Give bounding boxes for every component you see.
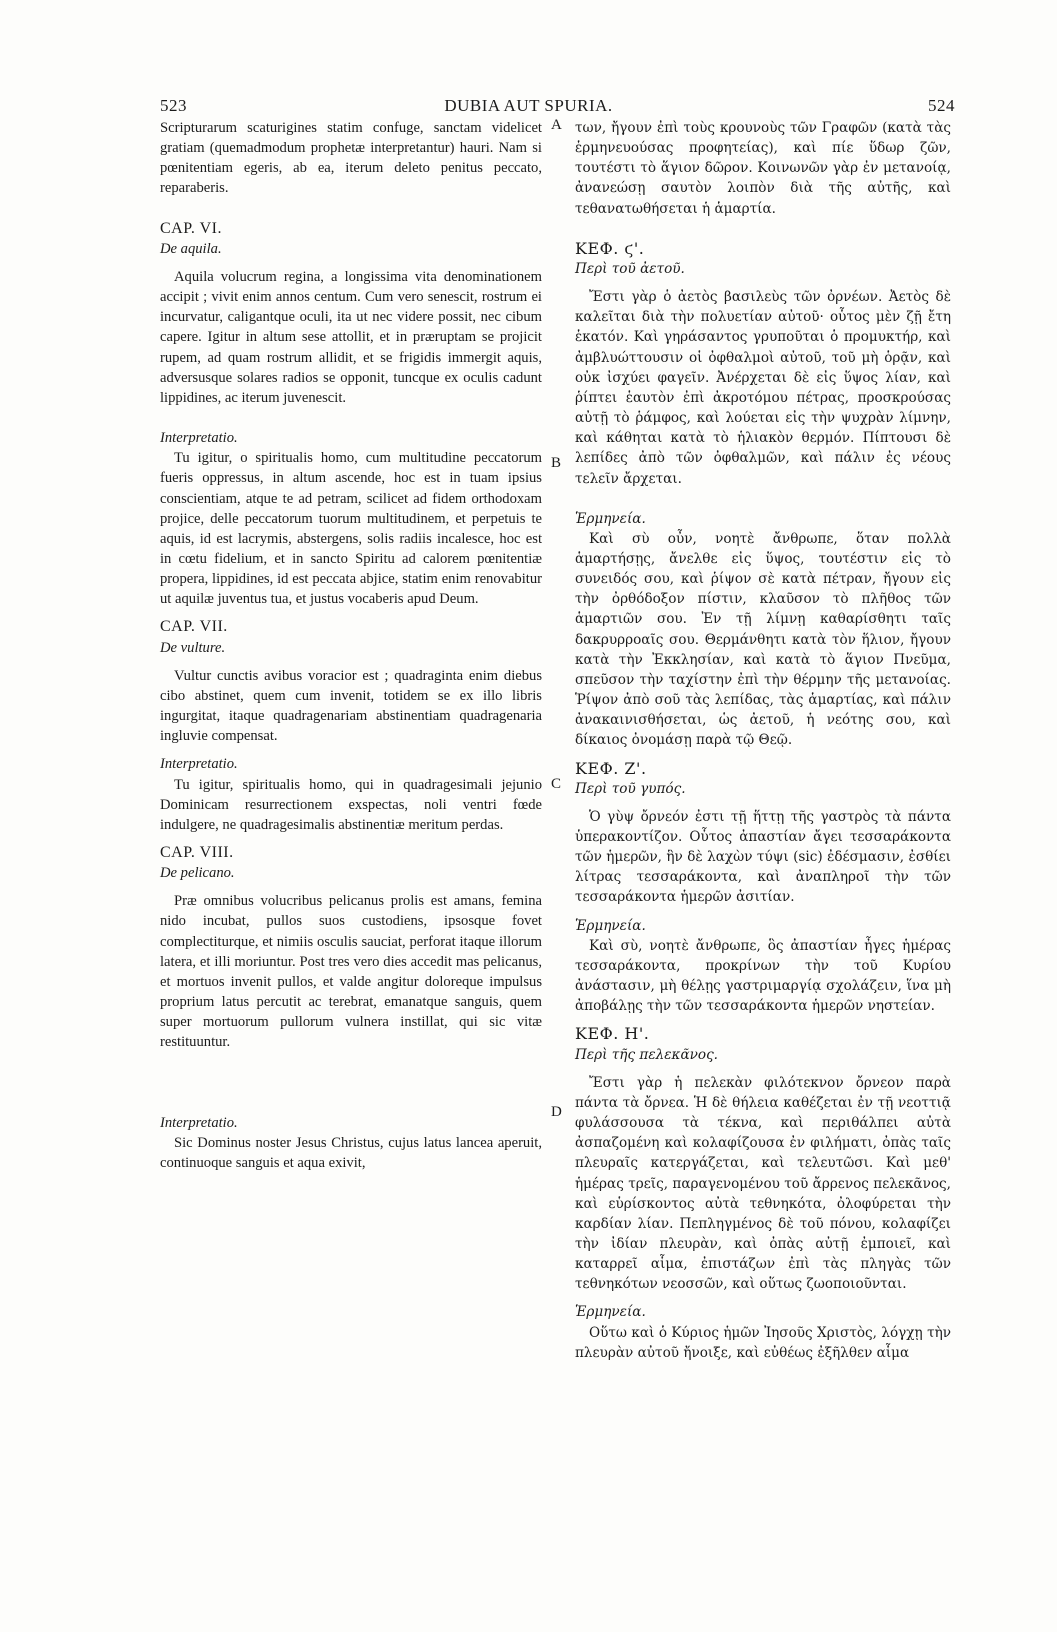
- greek-cap8-interp-title: Ἑρμηνεία.: [575, 1304, 646, 1321]
- greek-cap7-interp-title: Ἑρμηνεία.: [575, 917, 646, 934]
- latin-cap8-interp-title: Interpretatio.: [160, 1114, 238, 1131]
- latin-cap7-title: CAP. VII.: [160, 618, 228, 636]
- greek-column: [575, 118, 951, 1363]
- greek-cap7-title: ΚΕΦ. Ζ'.: [575, 758, 647, 778]
- latin-cap6-interp: Tu igitur, o spiritualis homo, cum multitudine peccatorum fueris oppressus, in altum ascende, hoc est in tuam ipsius conscientiam, atque te ad petram, scilicet ad fidem orthodoxam projice, delle peccatorum tuorum multitudinem, et perpetuis te aquis, id est lacrymis, abstergens, solis radiis incalesce, hoc est in cœtu fidelium, et in sancto Spiritu ad calorem pœnitentiæ propera, lippidines, id est peccata abjice, statim enim renovabitur ut aquilæ juventus tua, et justus vocaberis apud Deum.: [160, 450, 542, 608]
- latin-cap6-subtitle: De aquila.: [160, 240, 222, 257]
- greek-cap8-subtitle: Περὶ τῆς πελεκᾶνος.: [575, 1046, 719, 1063]
- greek-cap8-interp: Οὕτω καὶ ὁ Κύριος ἡμῶν Ἰησοῦς Χριστὸς, λόγχῃ τὴν πλευρὰν αὐτοῦ ἤνοιξε, καὶ εὐθέως ἐξῆλθεν αἷμα: [575, 1324, 951, 1361]
- greek-cap6-interp: Καὶ σὺ οὖν, νοητὲ ἄνθρωπε, ὅταν πολλὰ ἁμαρτήσῃς, ἄνελθε εἰς ὕψος, τουτέστιν εἰς τὸ συνειδός σου, καὶ ῥίψον σὲ κατὰ πέτραν, ἤγουν εἰς τὴν ὀρθόδοξον πίστιν, κλαῦσον τὸ πλῆθος τῶν ἁμαρτιῶν σου. Ἐν τῇ λίμνῃ καθαρίσθητι ταῖς δακρυρροαῖς σου. Θερμάνθητι κατὰ τὸν ἥλιον, ἤγουν κατὰ τὴν Ἐκκλησίαν, καὶ κατὰ τὸ ἅγιον Πνεῦμα, σπεῦσον τὴν ταχίστην ἐπὶ τὴν θέρμην τῆς μετανοίας. Ῥίψον ἀπὸ σοῦ τὰς λεπίδας, τὰς ἁμαρτίας, καὶ πάλιν ἀνακαινισθήσεται, ὡς ἀετοῦ, ἡ νεότης σου, καὶ δίκαιος ὀνομάσῃ παρὰ τῷ Θεῷ.: [575, 530, 951, 749]
- page-number-left: 523: [160, 96, 187, 115]
- margin-letter-c: C: [551, 776, 562, 792]
- margin-letter-b: B: [551, 455, 562, 471]
- greek-cap6-title: ΚΕΦ. ϛ'.: [575, 238, 645, 258]
- greek-cap7-subtitle: Περὶ τοῦ γυπός.: [575, 780, 686, 797]
- margin-letter-d: D: [551, 1104, 562, 1120]
- latin-column: [160, 118, 542, 1173]
- greek-cap6-text: Ἔστι γὰρ ὁ ἀετὸς βασιλεὺς τῶν ὀρνέων. Ἀετὸς δὲ καλεῖται διὰ τὴν πολυετίαν αὐτοῦ· οὗτος μὲν ζῇ ἔτη ἑκατόν. Καὶ γηράσαντος γρυποῦται ὁ προμυκτήρ, καὶ ἀμβλυώττουσιν οἱ ὀφθαλμοὶ αὐτοῦ, τοῦ μὴ ὁρᾷν, καὶ οὐκ ἰσχύει φαγεῖν. Ἀνέρχεται δὲ εἰς ὕψος λίαν, καὶ ῥίπτει ἑαυτὸν ἐπὶ ἀκροτόμου πέτρας, προσκρούσας αὐτῇ τὸ ῥάμφος, καὶ λούεται εἰς τὴν ψυχρὰν λίμνην, καὶ κάθηται κατὰ τὸ ἡλιακὸν θερμόν. Πίπτουσι δὲ λεπίδες ἀπὸ τῶν ὀφθαλμῶν, καὶ πάλιν ἐς νέους τελεῖν ἄρχεται.: [575, 289, 951, 487]
- running-title: DUBIA AUT SPURIA.: [444, 96, 613, 115]
- latin-cap6-interp-title: Interpretatio.: [160, 430, 238, 447]
- latin-cap7-subtitle: De vulture.: [160, 639, 226, 656]
- latin-cap7-interp: Tu igitur, spiritualis homo, qui in quadragesimali jejunio Dominicam resurrectionem exspectas, noli ventri fœde indulgere, ne quadragesimalis abstinentiæ meritum perdas.: [160, 776, 542, 833]
- latin-cap8-subtitle: De pelicano.: [160, 865, 235, 882]
- greek-cap6-subtitle: Περὶ τοῦ ἀετοῦ.: [575, 260, 685, 277]
- margin-letter-a: A: [551, 117, 562, 133]
- latin-cap8-interp: Sic Dominus noster Jesus Christus, cujus latus lancea aperuit, continuoque sanguis et aqua exivit,: [160, 1134, 542, 1171]
- page-number-right: 524: [928, 96, 955, 115]
- latin-cap7-text: Vultur cunctis avibus voracior est ; quadraginta enim diebus cibo abstinet, quem cum invenit, totidem se ex illo libris ingurgitat, itaque quadragenariam abstinentiam quadragenaria ingluvie compensat.: [160, 667, 542, 745]
- latin-cap6-text: Aquila volucrum regina, a longissima vita denominationem accipit ; vivit enim annos centum. Cum vero senescit, rostrum ei incurvatur, caligantque oculi, ita ut nec videre possit, nec cibum capere. Igitur in altum sese attollit, et in præruptam se projicit rupem, ad quam rostrum allidit, et se frigidis immergit aquis, adversusque solares radios se opponit, tuncque ex oculis cadunt lippidines, ac iterum juvenescit.: [160, 268, 542, 406]
- latin-cap6-title: CAP. VI.: [160, 219, 222, 237]
- greek-cap7-text: Ὁ γὺψ ὄρνεόν ἐστι τῇ ἥττῃ τῆς γαστρὸς τὰ πάντα ὑπερακοντίζον. Οὗτος ἀπαστίαν ἄγει τεσσαράκοντα τῶν ἡμερῶν, ἣν δὲ λαχὼν τύψι (sic) ἐδέσμασιν, ἐσθίει λίτρας τεσσαράκοντα, καὶ ἀναπληροῖ τὴν τῶν τεσσαράκοντα ἡμερῶν ἀσιτίαν.: [575, 808, 951, 906]
- greek-cap8-text: Ἔστι γὰρ ἡ πελεκὰν φιλότεκνον ὄρνεον παρὰ πάντα τὰ ὄρνεα. Ἡ δὲ θήλεια καθέζεται ἐν τῇ νεοττιᾷ φυλάσσουσα τὰ τέκνα, καὶ περιθάλπει αὐτὰ ἀσπαζομένη καὶ κολαφίζουσα ἐν φιλήματι, ὀπὰς ταῖς πλευραῖς κατεργάζεται, καὶ τελευτῶσι. Καὶ μεθ' ἡμέρας τρεῖς, παραγενομένου τοῦ ἄρρενος πελεκᾶνος, καὶ εὑρίσκοντος αὐτὰ τεθνηκότα, ὀλοφύρεται τὴν καρδίαν λίαν. Πεπληγμένος δὲ τοῦ πόνου, κολαφίζει τὴν ἰδίαν πλευρὰν, καὶ ὀπὰς αὐτῇ ἐμποιεῖ, καὶ καταρρεῖ αἷμα, ἐπιστάζων ἐπὶ τὰς πληγὰς τῶν τεθνηκότων νεοσσῶν, καὶ οὕτως ζωοποιοῦνται.: [575, 1074, 951, 1293]
- greek-cap6-interp-title: Ἑρμηνεία.: [575, 510, 646, 527]
- latin-intro: Scripturarum scaturigines statim confuge, sanctam videlicet gratiam (quemadmodum prophetæ interpretantur) hauri. Nam si pœnitentiam egeris, ab ea, iterum deleto penitus peccato, reparaberis.: [160, 120, 542, 197]
- greek-cap7-interp: Καὶ σὺ, νοητὲ ἄνθρωπε, ὃς ἀπαστίαν ἦγες ἡμέρας τεσσαράκοντα, προκρίνων τὴν τοῦ Κυρίου ἀνάστασιν, μὴ θέλῃς γαστριμαργίᾳ σχολάζειν, ἵνα μὴ ἀποβάλῃς τὴν τῶν τεσσαράκοντα ἡμερῶν νηστείαν.: [575, 937, 951, 1015]
- latin-cap7-interp-title: Interpretatio.: [160, 756, 238, 773]
- latin-cap8-title: CAP. VIII.: [160, 844, 234, 861]
- latin-cap8-text: Præ omnibus volucribus pelicanus prolis est amans, femina nido incubat, pullos suos custodiens, ipsosque fovet complectiturque, et nimiis osculis sauciat, perforat itaque illorum latera, et illi moriuntur. Post tres vero dies accedit mas pelicanus, et mortuos invenit pullos, et valde angitur doloreque impulsus proprium latus percutit ac terebrat, emanatque sanguis, quem super mortuorum pullorum vulnera instillat, qui sic vitæ restituuntur.: [160, 893, 542, 1051]
- greek-intro: των, ἤγουν ἐπὶ τοὺς κρουνοὺς τῶν Γραφῶν (κατὰ τὰς ἑρμηνευούσας προφητείας), καὶ πίε ὕδωρ ζῶν, τουτέστι τὸ ἅγιον δῶρον. Κοινωνῶν γὰρ ἐν μετανοίᾳ, ἀνανεώσῃ σαυτὸν λοιπὸν διὰ τῆς αὐτῆς, καὶ τεθανατωθήσεται ἡ ἁμαρτία.: [575, 120, 951, 217]
- greek-cap8-title: ΚΕΦ. Η'.: [575, 1024, 650, 1044]
